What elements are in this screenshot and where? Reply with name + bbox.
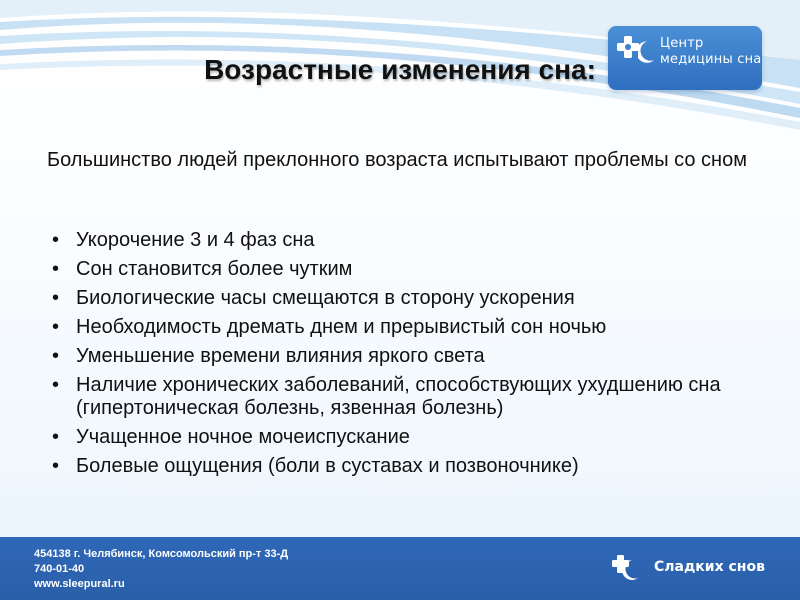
list-item-text: Уменьшение времени влияния яркого света [76,345,485,367]
list-item [52,287,752,310]
list-item-text: Болевые ощущения (боли в суставах и позвоночнике) [76,455,579,477]
intro-text: Большинство людей преклонного возраста испытывают проблемы со сном [47,149,747,171]
clinic-logo-line1: Центр [660,36,704,51]
list-item-text: Биологические часы смещаются в сторону ускорения [76,287,575,309]
footer-contacts [34,547,288,592]
bullet-marker: • [52,374,60,396]
footer-website: www.sleepural.ru [34,578,125,590]
list-item-text: Укорочение 3 и 4 фаз сна [76,229,315,251]
footer-slogan: Сладких снов [654,559,765,575]
list-item [52,258,752,281]
list-item [52,345,752,368]
bullet-list [52,229,752,484]
bullet-marker: • [52,258,60,280]
bullet-marker: • [52,455,60,477]
bullet-marker: • [52,229,60,251]
footer-address: 454138 г. Челябинск, Комсомольский пр-т 33-Д [34,548,289,560]
footer-bar [0,537,800,600]
clinic-logo-line2: медицины сна [660,52,762,67]
list-item [52,229,752,252]
slide-title: Возрастные изменения сна: [204,54,596,85]
list-item-text: Наличие хронических заболеваний, способствующих ухудшению сна (гипертоническая болезнь, язвенная болезнь) [76,374,721,419]
list-item [52,426,752,449]
footer-phone: 740-01-40 [34,563,85,575]
list-item-text: Учащенное ночное мочеиспускание [76,426,410,448]
bullet-marker: • [52,426,60,448]
list-item [52,316,752,339]
bullet-marker: • [52,345,60,367]
bullet-marker: • [52,287,60,309]
footer-logo-icon [612,554,640,582]
list-item [52,455,752,478]
list-item [52,374,752,420]
list-item-text: Необходимость дремать днем и прерывистый сон ночью [76,316,607,338]
bullet-marker: • [52,316,60,338]
list-item-text: Сон становится более чутким [76,258,353,280]
